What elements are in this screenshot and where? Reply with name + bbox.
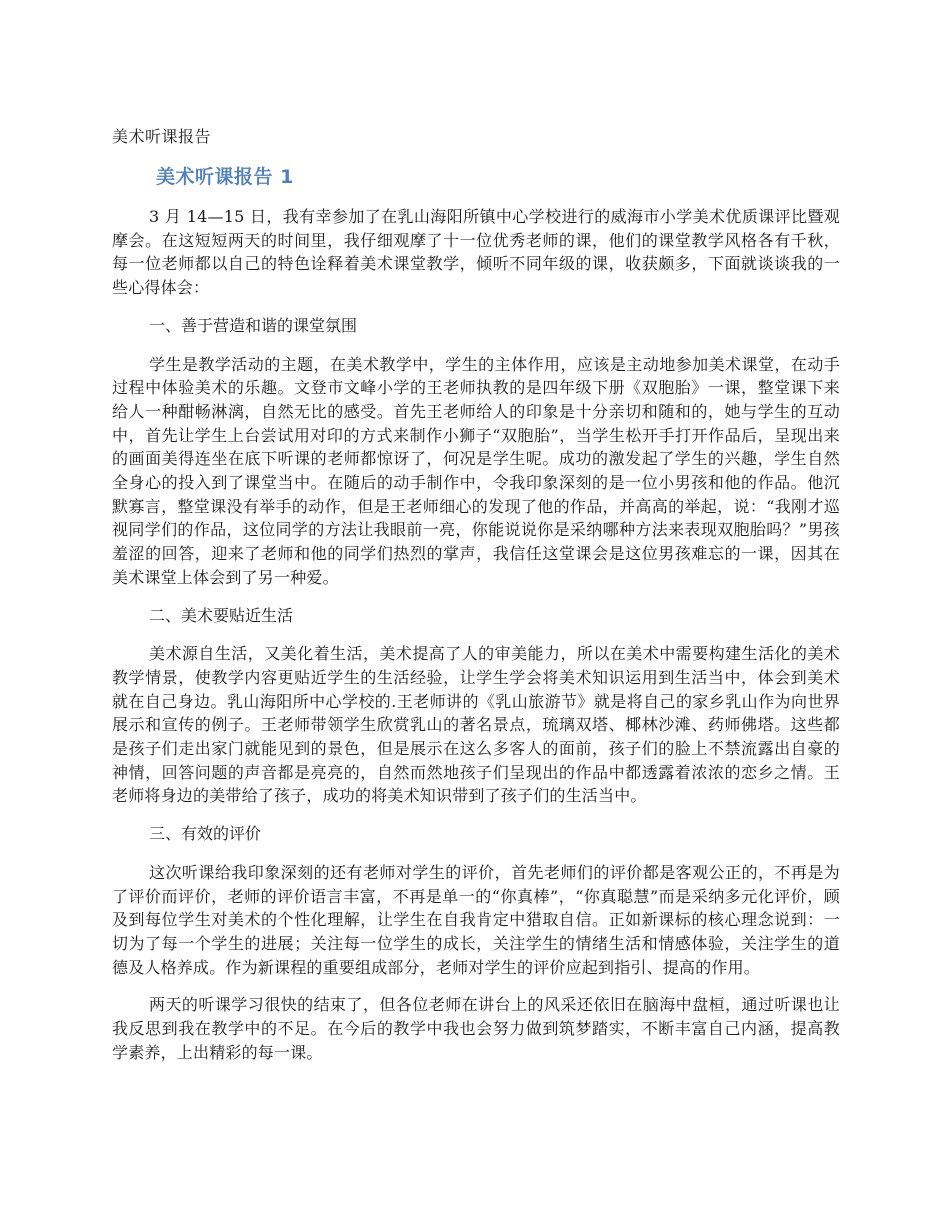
subheading-effective-evaluation: 三、有效的评价 xyxy=(149,824,262,844)
subheading-harmonious-atmosphere: 一、善于营造和谐的课堂氛围 xyxy=(149,315,358,335)
paragraph-harmonious-atmosphere: 学生是教学活动的主题，在美术教学中，学生的主体作用，应该是主动地参加美术课堂，在动手过程中体验美术的乐趣。文登市文峰小学的王老师执教的是四年级下册《双胞胎》一课，整堂课下来给人一种酣畅淋漓，自然无比的感受。首先王老师给人的印象是十分亲切和随和的，她与学生的互动中，首先让学生上台尝试用对印的方式来制作小狮子“双胞胎”，当学生松开手打开作品后，呈现出来的画面美得连坐在底下听课的老师都惊讶了，何况是学生呢。成功的激发起了学生的兴趣，学生自然全身心的投入到了课堂当中。在随后的动手制作中，令我印象深刻的是一位小男孩和他的作品。他沉默寡言，整堂课没有举手的动作，但是王老师细心的发现了他的作品，并高高的举起，说：“我刚才巡视同学们的作品，这位同学的方法让我眼前一亮，你能说说你是采纳哪种方法来表现双胞胎吗？”男孩羞涩的回答，迎来了老师和他的同学们热烈的掌声，我信任这堂课会是这位男孩难忘的一课，因其在美术课堂上体会到了另一种爱。 xyxy=(112,354,840,587)
document-body xyxy=(112,205,840,1079)
subheading-close-to-life: 二、美术要贴近生活 xyxy=(149,605,294,625)
paragraph-effective-evaluation: 这次听课给我印象深刻的还有老师对学生的评价，首先老师们的评价都是客观公正的，不再是为了评价而评价，老师的评价语言丰富，不再是单一的“你真棒”，“你真聪慧”而是采纳多元化评价，顾及到每位学生对美术的个性化理解，让学生在自我肯定中猎取自信。正如新课标的核心理念说到：一切为了每一个学生的进展；关注每一位学生的成长，关注学生的情绪生活和情感体验，关注学生的道德及人格养成。作为新课程的重要组成部分，老师对学生的评价应起到指引、提高的作用。 xyxy=(112,862,840,977)
section-heading: 美术听课报告 1 xyxy=(156,166,294,188)
document-title: 美术听课报告 xyxy=(112,127,212,146)
paragraph-intro: 3 月 14—15 日，我有幸参加了在乳山海阳所镇中心学校进行的威海市小学美术优质课评比暨观摩会。在这短短两天的时间里，我仔细观摩了十一位优秀老师的课，他们的课堂教学风格各有千秋，每一位老师都以自己的特色诠释着美术课堂教学，倾听不同年级的课，收获颇多，下面就谈谈我的一些心得体会： xyxy=(112,207,840,298)
paragraph-conclusion: 两天的听课学习很快的结束了，但各位老师在讲台上的风采还依旧在脑海中盘桓，通过听课也让我反思到我在教学中的不足。在今后的教学中我也会努力做到筑梦踏实，不断丰富自己内涵，提高教学素养，上出精彩的每一课。 xyxy=(112,995,840,1062)
paragraph-close-to-life: 美术源自生活，又美化着生活，美术提高了人的审美能力，所以在美术中需要构建生活化的美术教学情景，使教学内容更贴近学生的生活经验，让学生学会将美术知识运用到生活当中，体会到美术就在自己身边。乳山海阳所中心学校的.王老师讲的《乳山旅游节》就是将自己的家乡乳山作为向世界展示和宣传的例子。王老师带领学生欣赏乳山的著名景点，琉璃双塔、椰林沙滩、药师佛塔。这些都是孩子们走出家门就能见到的景色，但是展示在这么多客人的面前，孩子们的脸上不禁流露出自豪的神情，回答问题的声音都是亮亮的，自然而然地孩子们呈现出的作品中都透露着浓浓的恋乡之情。王老师将身边的美带给了孩子，成功的将美术知识带到了孩子们的生活当中。 xyxy=(112,644,840,806)
